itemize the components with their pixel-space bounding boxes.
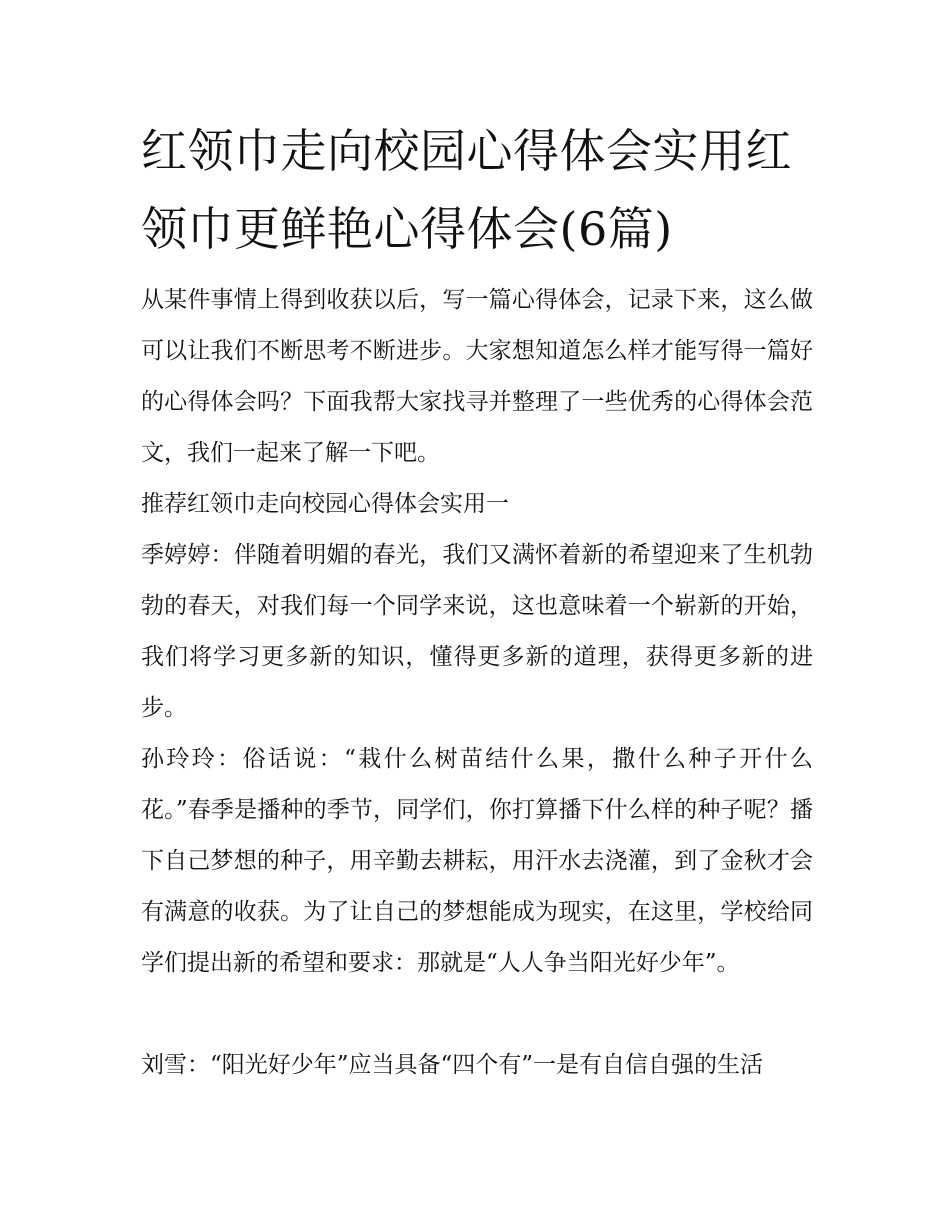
intro-paragraph: 从某件事情上得到收获以后，写一篇心得体会，记录下来，这么做可以让我们不断思考不断进步。大家想知道怎么样才能写得一篇好的心得体会吗？下面我帮大家找寻并整理了一些优秀的心得体会范文，我们一起来了解一下吧。 (141, 287, 813, 466)
section-heading: 推荐红领巾走向校园心得体会实用一 (141, 491, 509, 517)
paragraph: 刘雪：“阳光好少年”应当具备“四个有”一是有自信自强的生活 (141, 1052, 764, 1078)
paragraph: 孙玲玲：俗话说：“栽什么树苗结什么果，撒什么种子开什么花。”春季是播种的季节，同学们，你打算播下什么样的种子呢？播下自己梦想的种子，用辛勤去耕耘，用汗水去浇灌，到了金秋才会有满意的收获。为了让自己的梦想能成为现实，在这里，学校给同学们提出新的希望和要求：那就是“人人争当阳光好少年”。 (141, 746, 813, 976)
document-title: 红领巾走向校园心得体会实用红领巾更鲜艳心得体会(6篇) (141, 124, 792, 256)
paragraph: 季婷婷：伴随着明媚的春光，我们又满怀着新的希望迎来了生机勃勃的春天，对我们每一个同学来说，这也意味着一个崭新的开始，我们将学习更多新的知识，懂得更多新的道理，获得更多新的进步。 (141, 542, 813, 721)
